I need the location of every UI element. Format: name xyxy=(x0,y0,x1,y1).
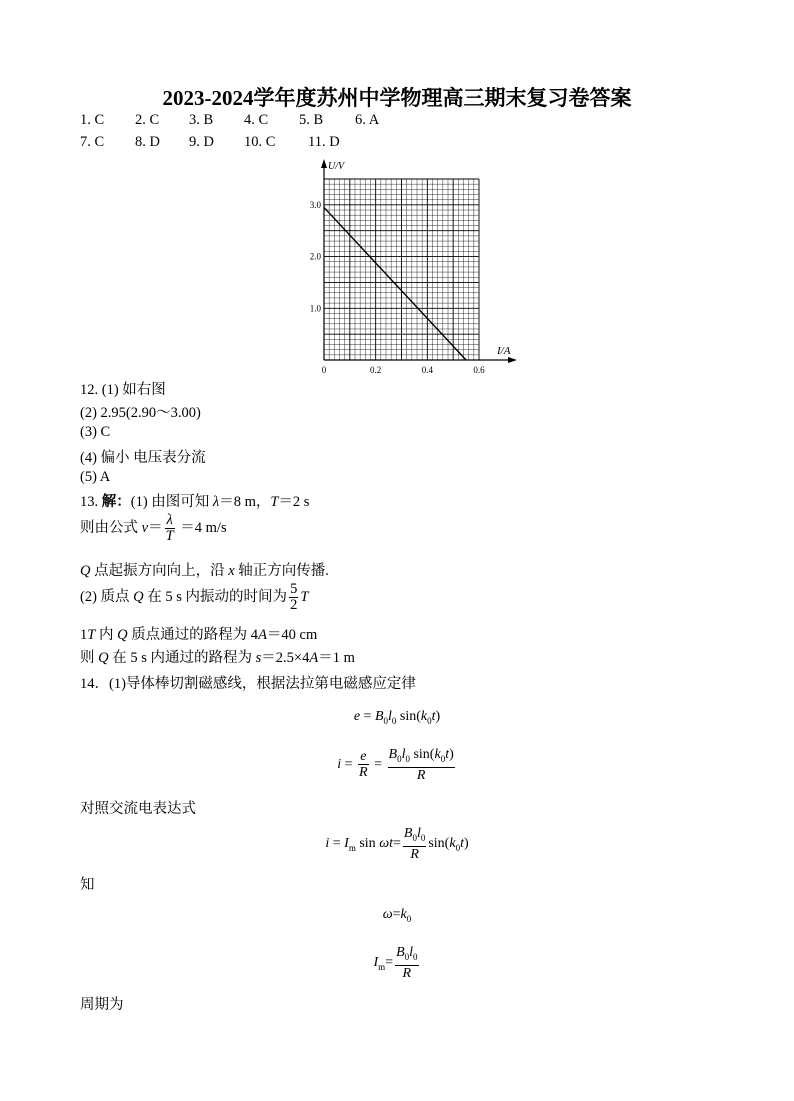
grid-major xyxy=(324,179,479,360)
answer-8: 8. D xyxy=(135,134,160,150)
answer-1: 1. C xyxy=(80,112,105,128)
x-axis-arrow xyxy=(508,357,517,363)
answer-7: 7. C xyxy=(80,134,105,150)
q14-intro: 14．(1)导体棒切割磁感线，根据法拉第电磁感应定律 xyxy=(80,676,416,692)
fraction-im-value: $\frac{B_0l_0}{R}$ xyxy=(396,945,418,981)
x-tick-label: 0.4 xyxy=(421,365,433,375)
answer-11: 11. D xyxy=(308,134,340,150)
answer-6: 6. A xyxy=(355,112,380,128)
y-tick-label: 2.0 xyxy=(309,251,321,262)
q13-line6: 则 Q 在 5 s 内通过的路程为 s＝2.5×4A＝1 m xyxy=(80,650,355,666)
answer-2: 2. C xyxy=(135,112,160,128)
fraction-lambda-over-t: $\frac{\lambda}{T}$ xyxy=(165,512,174,544)
equation-emf: $e = B_0l_0$ $\sin(k_0t)$ xyxy=(353,709,441,726)
q13-line2: 则由公式 v＝ $\frac{\lambda}{T}$ ＝4 m/s xyxy=(80,512,227,544)
fraction-emf-over-r: $\frac{B_0l_0 \sin(k_0t)}{R}$ xyxy=(388,747,454,783)
tick-labels xyxy=(310,161,511,375)
q12-part1: 12. (1) 如右图 xyxy=(80,382,166,398)
q14-contrast: 对照交流电表达式 xyxy=(80,801,196,817)
ui-chart xyxy=(295,155,525,375)
equation-omega: $\omega=k_0$ xyxy=(382,907,412,924)
q14-know: 知 xyxy=(80,877,95,893)
y-axis-arrow xyxy=(321,159,327,168)
y-tick-label: 1.0 xyxy=(309,303,321,314)
q13-line3: Q 点起振方向向上，沿 x 轴正方向传播. xyxy=(80,563,329,579)
q13-line5: 1T 内 Q 质点通过的路程为 4A＝40 cm xyxy=(80,627,318,643)
x-tick-label: 0.2 xyxy=(370,365,382,375)
x-axis-label: I/A xyxy=(497,345,511,357)
fraction-e-over-r: $\frac{e}{R}$ xyxy=(359,749,368,781)
answer-4: 4. C xyxy=(244,112,269,128)
equation-ac-current: $i = I_m$ sin ωt= $\frac{B_0l_0}{R}$ $\sin(k_0t)$ xyxy=(325,826,469,862)
equation-im: $I_m=$ $\frac{B_0l_0}{R}$ xyxy=(373,945,418,981)
answer-5: 5. B xyxy=(299,112,324,128)
page-title: 2023-2024学年度苏州中学物理高三期末复习卷答案 xyxy=(162,86,632,110)
fraction-b0lv0-over-r: $\frac{B_0l_0}{R}$ xyxy=(403,826,426,862)
q12-part4: (4) 偏小 电压表分流 xyxy=(80,450,206,466)
q13-line4: (2) 质点 Q 在 5 s 内振动的时间为 $\frac{5}{2}$ T xyxy=(80,581,309,613)
x-tick-label: 0.6 xyxy=(473,365,485,375)
axes xyxy=(321,159,517,363)
q14-period: 周期为 xyxy=(80,997,124,1013)
answer-9: 9. D xyxy=(189,134,214,150)
y-tick-label: 3.0 xyxy=(309,199,321,210)
q12-part2: (2) 2.95(2.90～3.00) xyxy=(80,405,201,421)
q13-line1: 13. 解：(1) 由图可知 λ＝8 m，T＝2 s xyxy=(80,494,310,510)
answer-3: 3. B xyxy=(189,112,214,128)
fraction-five-halves: $\frac{5}{2}$ xyxy=(290,581,298,613)
q12-part3: (3) C xyxy=(80,424,111,440)
equation-current: i = $\frac{e}{R}$ = $\frac{B_0l_0 \sin(k_0t)}{R}$ xyxy=(337,747,454,783)
answer-10: 10. C xyxy=(244,134,276,150)
q12-part5: (5) A xyxy=(80,469,111,485)
y-axis-label: U/V xyxy=(328,161,345,172)
x-tick-label: 0 xyxy=(321,365,327,375)
